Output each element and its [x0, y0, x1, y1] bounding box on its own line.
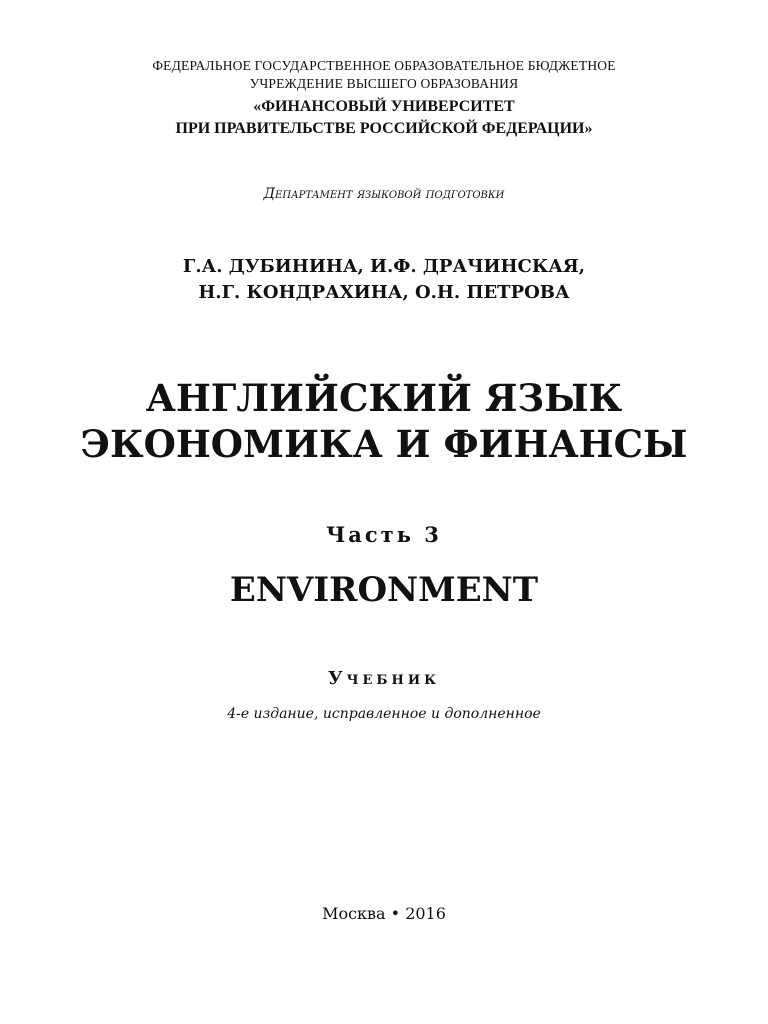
university-name-line-1: «ФИНАНСОВЫЙ УНИВЕРСИТЕТ: [253, 98, 515, 115]
authors-line-2: Н.Г. КОНДРАХИНА, О.Н. ПЕТРОВА: [198, 282, 570, 303]
organization-line-1: ФЕДЕРАЛЬНОЕ ГОСУДАРСТВЕННОЕ ОБРАЗОВАТЕЛЬНОЕ БЮДЖЕТНОЕ: [152, 58, 616, 73]
edition-note: 4-е издание, исправленное и дополненное: [227, 706, 541, 722]
university-name-line-2: ПРИ ПРАВИТЕЛЬСТВЕ РОССИЙСКОЙ ФЕДЕРАЦИИ»: [175, 120, 593, 137]
imprint: Москва • 2016: [322, 904, 446, 923]
organization-line-2: УЧРЕЖДЕНИЕ ВЫСШЕГО ОБРАЗОВАНИЯ: [249, 76, 519, 91]
book-subtitle: ENVIRONMENT: [229, 570, 539, 610]
book-title-line-2: ЭКОНОМИКА И ФИНАНСЫ: [80, 422, 688, 466]
part-number: Часть 3: [326, 522, 442, 547]
authors-line-1: Г.А. ДУБИНИНА, И.Ф. ДРАЧИНСКАЯ,: [182, 256, 586, 277]
department-name: Департамент языковой подготовки: [263, 186, 505, 202]
book-type: Учебник: [328, 668, 440, 689]
book-title-line-1: АНГЛИЙСКИЙ ЯЗЫК: [145, 376, 623, 420]
